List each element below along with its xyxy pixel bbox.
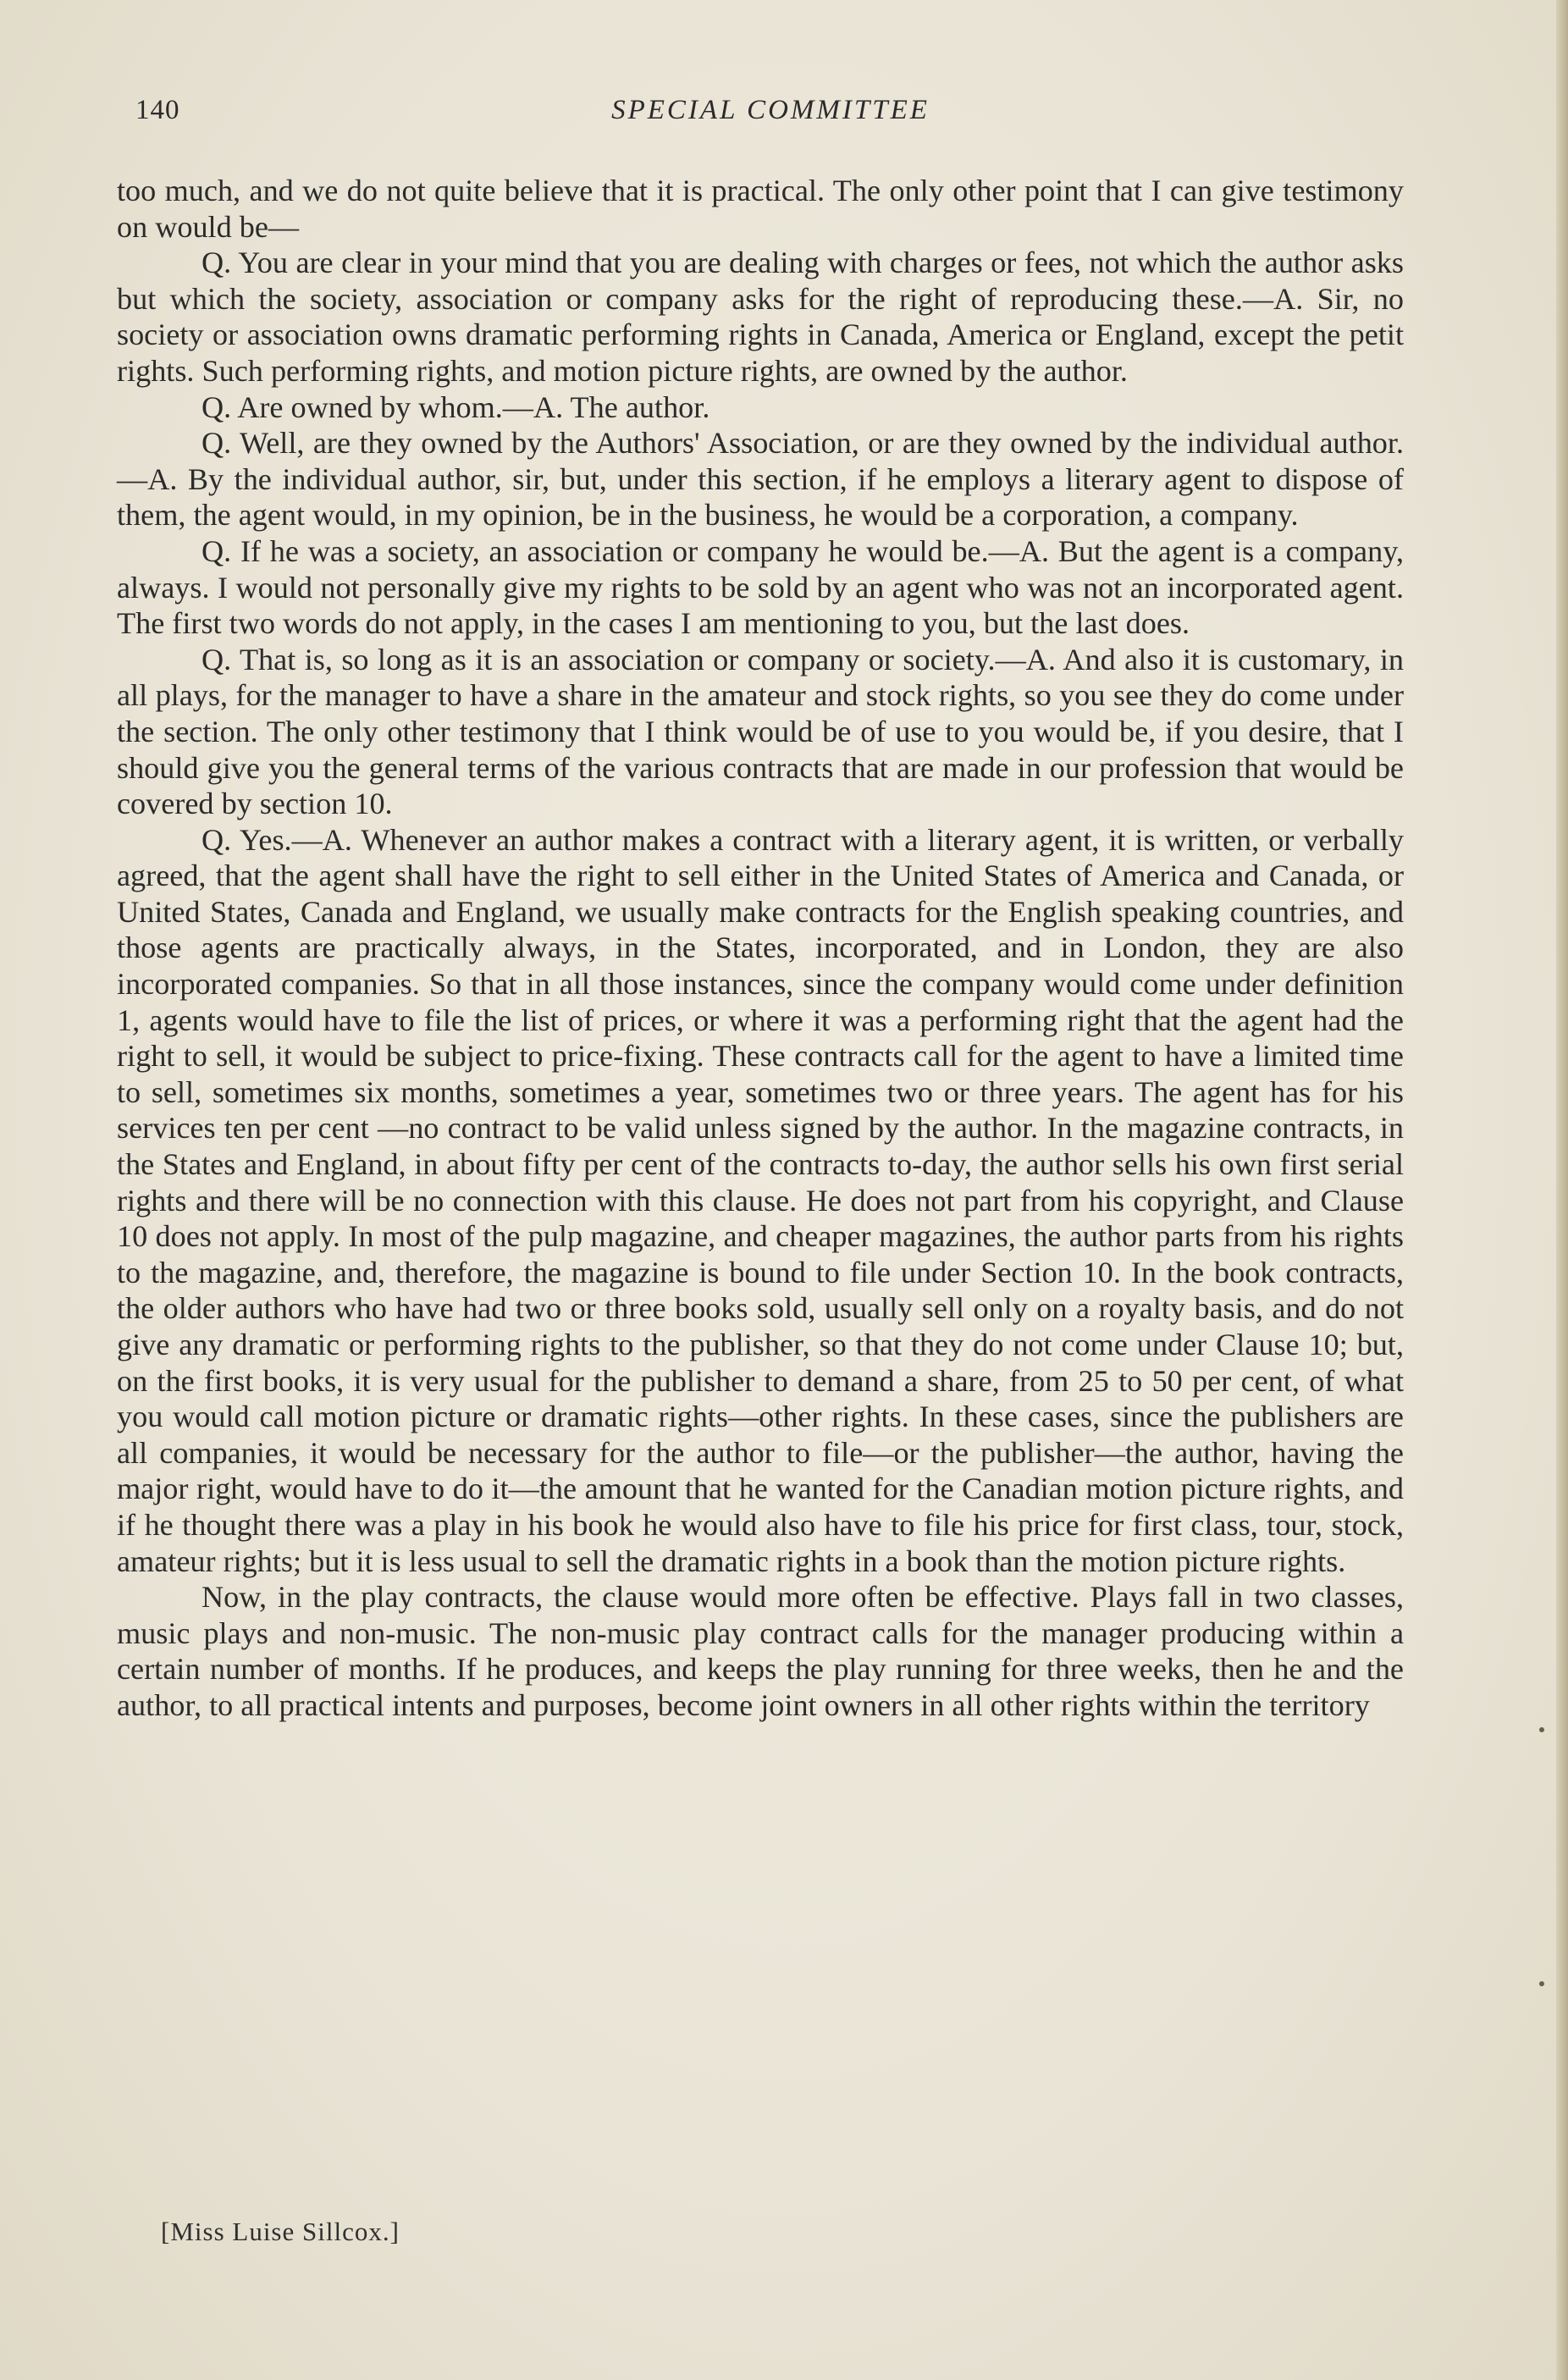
paragraph: Q. That is, so long as it is an association or company or society.—A. And also it is customary, in all plays, for the manager to have a share in the amateur and stock rights, so you see they do come under the section. The only other testimony that I think would be of use to you would be, if you desire, that I should give you the general terms of the various contracts that are made in our profession that would be covered by section 10. [117, 642, 1404, 821]
page-header [135, 95, 1405, 137]
paragraph: Q. Are owned by whom.—A. The author. [202, 389, 710, 424]
page-speck [1539, 1727, 1544, 1732]
paragraph: Q. You are clear in your mind that you are dealing with charges or fees, not which the author asks but which the society, association or company asks for the right of reproducing these.—A. Sir, no society or association owns dramatic performing rights in Canada, America or England, except the petit rights. Such performing rights, and motion picture rights, are owned by the author. [117, 246, 1404, 388]
body-text [117, 173, 1404, 1724]
page-edge [1556, 0, 1568, 2380]
paragraph: Q. Yes.—A. Whenever an author makes a contract with a literary agent, it is written, or verbally agreed, that the agent shall have the right to sell either in the United States of America and Canada, or United States, Canada and England, we usually make contracts for the English speaking countries, and those agents are practically always, in the States, incorporated, and in London, they are also incorporated companies. So that in all those instances, since the company would come under definition 1, agents would have to file the list of prices, or where it was a performing right that the agent had the right to sell, it would be subject to price-fixing. These contracts call for the agent to have a limited time to sell, sometimes six months, sometimes a year, sometimes two or three years. The agent has for his services ten per cent —no contract to be valid unless signed by the author. In the magazine contracts, in the States and England, in about fifty per cent of the contracts to-day, the author sells his own first serial rights and there will be no connection with this clause. He does not part from his copyright, and Clause 10 does not apply. In most of the pulp magazine, and cheaper magazines, the author parts from his rights to the magazine, and, therefore, the magazine is bound to file under Section 10. In the book contracts, the older authors who have had two or three books sold, usually sell only on a royalty basis, and do not give any dramatic or performing rights to the publisher, so that they do not come under Clause 10; but, on the first books, it is very usual for the publisher to demand a share, from 25 to 50 per cent, of what you would call motion picture or dramatic rights—other rights. In these cases, since the publishers are all companies, it would be necessary for the author to file—or the publisher—the author, having the major right, would have to do it—the amount that he wanted for the Canadian motion picture rights, and if he thought there was a play in his book he would also have to file his price for first class, tour, stock, amateur rights; but it is less usual to sell the dramatic rights in a book than the motion picture rights. [117, 822, 1404, 1578]
paragraph: too much, and we do not quite believe that it is practical. The only other point that I can give testimony on would be— [117, 174, 1404, 244]
witness-name: [Miss Luise Sillcox.] [161, 2217, 400, 2246]
paragraph: Q. Well, are they owned by the Authors' Association, or are they owned by the individual author.—A. By the individual author, sir, but, under this section, if he employs a literary agent to dispose of them, the agent would, in my opinion, be in the business, he would be a corporation, a company. [117, 426, 1404, 533]
paragraph: Q. If he was a society, an association or company he would be.—A. But the agent is a company, always. I would not personally give my rights to be sold by an agent who was not an incorporated agent. The first two words do not apply, in the cases I am mentioning to you, but the last does. [117, 533, 1404, 641]
running-head: SPECIAL COMMITTEE [611, 95, 930, 125]
page-number: 140 [135, 95, 180, 125]
page-speck [1539, 1981, 1544, 1986]
paragraph: Now, in the play contracts, the clause would more often be effective. Plays fall in two classes, music plays and non-music. The non-music play contract calls for the manager producing within a certain number of months. If he produces, and keeps the play running for three weeks, then he and the author, to all practical intents and purposes, become joint owners in all other rights within the territory [117, 1580, 1404, 1722]
